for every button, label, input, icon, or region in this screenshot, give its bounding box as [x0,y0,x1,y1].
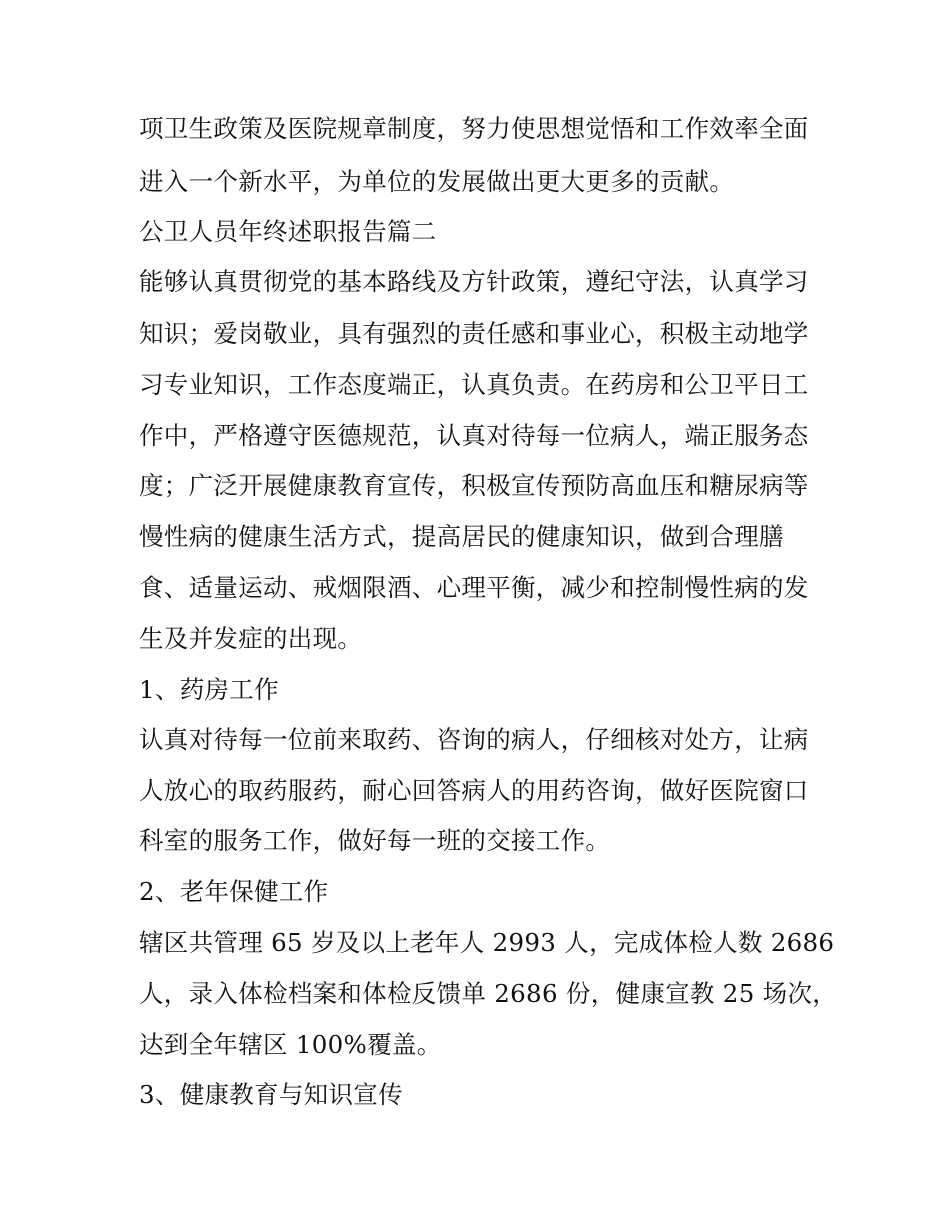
text-line: 作中，严格遵守医德规范，认真对待每一位病人，端正服务态 [139,421,809,450]
text-line: 度；广泛开展健康教育宣传，积极宣传预防高血压和糖尿病等 [139,471,809,500]
text-line: 慢性病的健康生活方式，提高居民的健康知识，做到合理膳 [139,522,784,551]
text-line: 达到全年辖区 100%覆盖。 [139,1030,442,1059]
text-line: 人，录入体检档案和体检反馈单 2686 份，健康宣教 25 场次， [139,979,838,1008]
text-line: 知识；爱岗敬业，具有强烈的责任感和事业心，积极主动地学 [139,319,809,348]
section-heading: 1、药房工作 [139,675,279,704]
text-line: 认真对待每一位前来取药、咨询的病人，仔细核对处方，让病 [139,725,809,754]
text-line: 生及并发症的出现。 [139,624,363,653]
text-line: 人放心的取药服药，耐心回答病人的用药咨询，做好医院窗口 [139,776,809,805]
section-heading: 2、老年保健工作 [139,877,329,906]
section-heading: 3、健康教育与知识宣传 [139,1080,403,1109]
section-heading: 公卫人员年终述职报告篇二 [139,217,437,246]
text-line: 项卫生政策及医院规章制度，努力使思想觉悟和工作效率全面 [139,114,809,143]
text-line: 科室的服务工作，做好每一班的交接工作。 [139,826,611,855]
text-line: 能够认真贯彻党的基本路线及方针政策，遵纪守法，认真学习 [139,267,809,296]
text-line: 辖区共管理 65 岁及以上老年人 2993 人，完成体检人数 2686 [139,928,835,957]
text-line: 习专业知识，工作态度端正，认真负责。在药房和公卫平日工 [139,370,809,399]
text-line: 进入一个新水平，为单位的发展做出更大更多的贡献。 [139,167,735,196]
text-line: 食、适量运动、戒烟限酒、心理平衡，减少和控制慢性病的发 [139,573,809,602]
